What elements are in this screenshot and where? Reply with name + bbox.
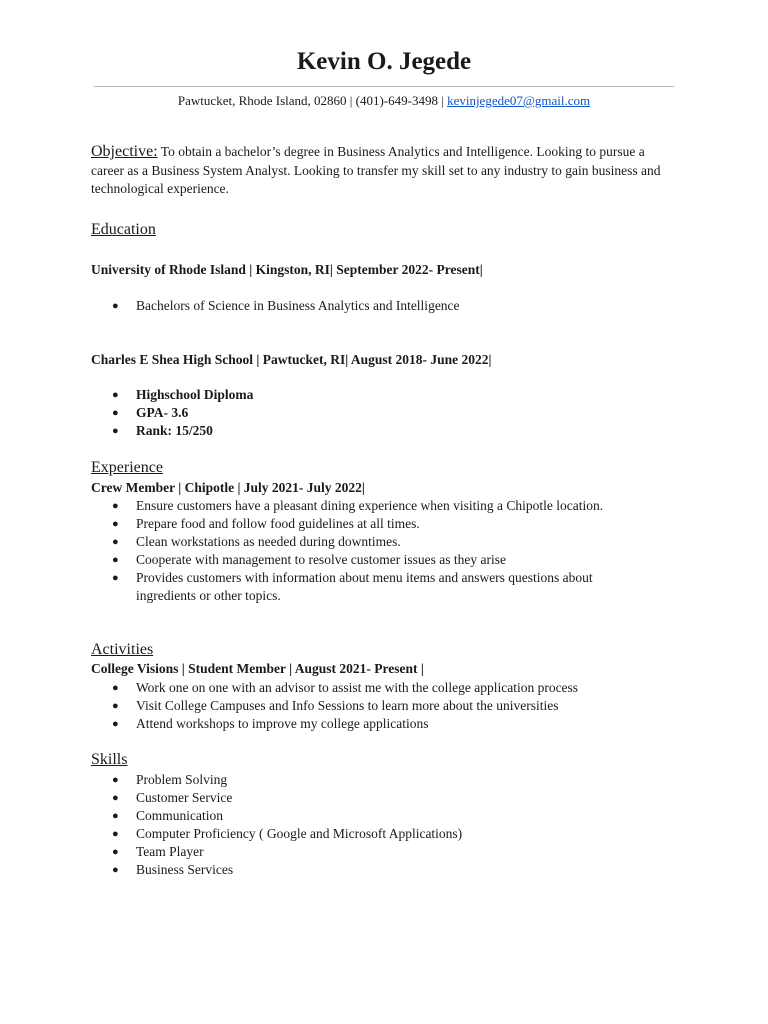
bullet-icon: ● — [112, 425, 119, 437]
list-item: ● GPA- 3.6 — [112, 405, 189, 420]
list-item: ● Provides customers with information about menu items and answers questions about — [112, 570, 593, 585]
bullet-icon: ● — [112, 572, 119, 584]
list-item: ● Cooperate with management to resolve customer issues as they arise — [112, 552, 507, 567]
list-item-continuation: ingredients or other topics. — [136, 588, 281, 603]
list-item: ● Business Services — [112, 862, 234, 877]
header-divider — [94, 86, 674, 87]
candidate-name: Kevin O. Jegede — [296, 48, 472, 75]
list-item: ● Prepare food and follow food guidelines at all times. — [112, 516, 420, 531]
bullet-icon: ● — [112, 389, 119, 401]
bullet-icon: ● — [112, 828, 119, 840]
list-item: ● Communication — [112, 808, 223, 823]
list-item: ● Highschool Diploma — [112, 387, 254, 402]
bullet-icon: ● — [112, 700, 119, 712]
list-item: ● Ensure customers have a pleasant dining experience when visiting a Chipotle location. — [112, 498, 604, 513]
list-item: ● Team Player — [112, 844, 204, 859]
bullet-icon: ● — [112, 792, 119, 804]
bullet-icon: ● — [112, 536, 119, 548]
education-heading: Education — [91, 221, 156, 238]
resume-page: Kevin O. Jegede Pawtucket, Rhode Island, 02860 | (401)-649-3498 | kevinjegede07@gmail.com Objective: To obtain a bachelor’s degree in Business Analytics and Intelligence. Looking to pursue a career as a Business System Analyst. Looking to transfer my skill set to any industry to gain business and technological experience. Education University of Rhode Island | Kingston, RI| September 2022- Present| ● Bachelors of Science in Business Analytics and Intelligence Charles E Shea High School | Pawtucket, RI| August 2018- June 2022| ● Highschool Diploma ● GPA- 3.6 ● Rank: 15/250 Experience Crew Member | Chipotle | July 2021- July 2022| ● Ensure customers have a pleasant dining experience when visiting a Chipotle location. ● Prepare food and follow food guidelines at all times. ● Clean workstations as needed during downtimes. ● Cooperate with management to resolve customer issues as they arise ● Provides customers with information about menu items and answers questions about ingredients or other topics. Activities College Visions | Student Member | August 2021- Present | ● Work one on one with an advisor to assist me with the college application process ● Visit College Campuses and Info Sessions to learn more about the universities ● Attend workshops to improve my college applications Skills ● Problem Solving ● Customer Service ● Communication ● Computer Proficiency ( Google and Microsoft Applications) ● Team Player ● Business Services — [0, 0, 768, 1024]
experience-entry-title: Crew Member | Chipotle | July 2021- July 2022| — [91, 480, 365, 495]
skills-list — [0, 771, 768, 879]
education-entry-title: Charles E Shea High School | Pawtucket, RI| August 2018- June 2022| — [91, 352, 492, 367]
skills-heading: Skills — [91, 751, 128, 768]
list-item: ● Rank: 15/250 — [112, 423, 213, 438]
list-item: ● Computer Proficiency ( Google and Microsoft Applications) — [112, 826, 463, 841]
list-item: ● Attend workshops to improve my college applications — [112, 716, 429, 731]
contact-line — [0, 92, 768, 110]
objective-text: To obtain a bachelor’s degree in Business Analytics and Intelligence. Looking to pursue a career as a Business System Analyst. Looking to transfer my skill set to any industry to gain business and technological experience. — [91, 144, 661, 196]
objective-label: Objective: — [91, 143, 158, 160]
contact-details: Pawtucket, Rhode Island, 02860 | (401)-649-3498 | — [177, 93, 448, 108]
activities-list — [0, 679, 768, 733]
list-item: ● Visit College Campuses and Info Sessions to learn more about the universities — [112, 698, 559, 713]
activities-entry-title: College Visions | Student Member | August 2021- Present | — [91, 661, 424, 676]
bullet-icon: ● — [112, 810, 119, 822]
education-entry-title: University of Rhode Island | Kingston, RI| September 2022- Present| — [91, 262, 483, 277]
bullet-icon: ● — [112, 407, 119, 419]
bullet-icon: ● — [112, 500, 119, 512]
list-item: ● Customer Service — [112, 790, 233, 805]
bullet-icon: ● — [112, 300, 119, 312]
education-list — [0, 386, 768, 440]
bullet-icon: ● — [112, 554, 119, 566]
bullet-icon: ● — [112, 774, 119, 786]
bullet-icon: ● — [112, 846, 119, 858]
list-item: ● Work one on one with an advisor to assist me with the college application process — [112, 680, 579, 695]
bullet-icon: ● — [112, 682, 119, 694]
experience-list — [0, 497, 768, 605]
bullet-icon: ● — [112, 718, 119, 730]
experience-heading: Experience — [91, 459, 163, 476]
activities-heading: Activities — [91, 641, 154, 658]
objective-section — [91, 143, 681, 199]
list-item: ● Problem Solving — [112, 772, 228, 787]
bullet-icon: ● — [112, 864, 119, 876]
bullet-icon: ● — [112, 518, 119, 530]
email-link[interactable]: kevinjegede07@gmail.com — [447, 93, 591, 108]
list-item: ● Clean workstations as needed during downtimes. — [112, 534, 401, 549]
